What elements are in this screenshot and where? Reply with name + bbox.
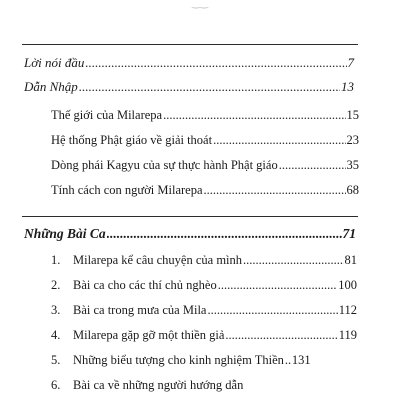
- toc-entry-label: Bài ca trong mưa của Mila: [73, 303, 207, 317]
- top-divider: [22, 44, 358, 45]
- toc-page-number: 112: [338, 303, 357, 317]
- toc-entry-label: Những biểu tượng cho kinh nghiệm Thiền: [73, 353, 284, 367]
- toc-page-number: 35: [346, 158, 359, 172]
- toc-leader-dots: [218, 278, 338, 293]
- toc-song-number: 2.: [51, 278, 61, 292]
- section-divider: [22, 216, 358, 217]
- toc-leader-dots: [243, 253, 343, 268]
- toc-entry-label: Milarepa kể câu chuyện của mình: [73, 253, 243, 267]
- toc-song-number: 4.: [51, 328, 61, 342]
- toc-leader-dots: [207, 303, 337, 318]
- toc-leader-dots: [79, 79, 340, 95]
- toc-page-number: 131: [291, 353, 311, 367]
- toc-entry-label: Tính cách con người Milarepa: [51, 183, 203, 197]
- toc-entry-preface[interactable]: [24, 55, 354, 71]
- toc-entry-introduction[interactable]: [24, 79, 354, 95]
- toc-entry-label: Milarepa gặp gỡ một thiền giả: [73, 328, 225, 342]
- toc-page-number: 13: [341, 79, 354, 94]
- toc-section-label: Những Bài Ca: [24, 226, 106, 241]
- toc-song-number: 5.: [51, 353, 61, 367]
- page-ornament: ‿‿: [191, 0, 209, 9]
- toc-leader-dots: [204, 183, 346, 198]
- toc-song-entry[interactable]: [51, 253, 357, 268]
- toc-leader-dots: [107, 226, 342, 242]
- toc-page-number: 81: [344, 253, 357, 267]
- toc-entry-label: Thế giới của Milarepa: [51, 108, 163, 122]
- toc-song-entry[interactable]: [51, 328, 357, 343]
- toc-entry-label: Bài ca về những người hướng dẫn: [73, 378, 244, 392]
- toc-entry-label: Dòng phái Kagyu của sự thực hành Phật giáo: [51, 158, 278, 172]
- toc-song-entry[interactable]: [51, 353, 357, 368]
- toc-entry-label: Bài ca cho các thí chủ nghèo: [73, 278, 217, 292]
- toc-entry-label: Dẫn Nhập: [24, 79, 78, 94]
- toc-song-number: 1.: [51, 253, 61, 267]
- toc-page-number: 23: [346, 133, 359, 147]
- toc-song-entry[interactable]: [51, 278, 357, 293]
- toc-page-number: 71: [342, 226, 356, 241]
- toc-entry-label: Hệ thống Phật giáo về giải thoát: [51, 133, 213, 147]
- toc-page-number: 7: [347, 55, 354, 70]
- toc-page-number: 68: [346, 183, 359, 197]
- toc-leader-dots: [225, 328, 337, 343]
- toc-leader-dots: [163, 108, 345, 123]
- toc-entry-label: Lời nói đầu: [24, 55, 85, 70]
- toc-subentry[interactable]: [51, 108, 359, 123]
- toc-subentry[interactable]: [51, 158, 359, 173]
- toc-section-songs[interactable]: [24, 226, 356, 242]
- toc-page-number: 119: [338, 328, 357, 342]
- toc-subentry[interactable]: [51, 133, 359, 148]
- toc-subentry[interactable]: [51, 183, 359, 198]
- toc-leader-dots: [279, 158, 346, 173]
- toc-song-entry[interactable]: [51, 378, 357, 393]
- toc-song-number: 3.: [51, 303, 61, 317]
- toc-song-entry[interactable]: [51, 303, 357, 318]
- toc-song-number: 6.: [51, 378, 61, 392]
- toc-page-number: 15: [346, 108, 359, 122]
- toc-page-number: 100: [338, 278, 357, 292]
- toc-leader-dots: [213, 133, 345, 148]
- toc-leader-dots: [85, 55, 346, 71]
- toc-leader-dots: [285, 353, 291, 368]
